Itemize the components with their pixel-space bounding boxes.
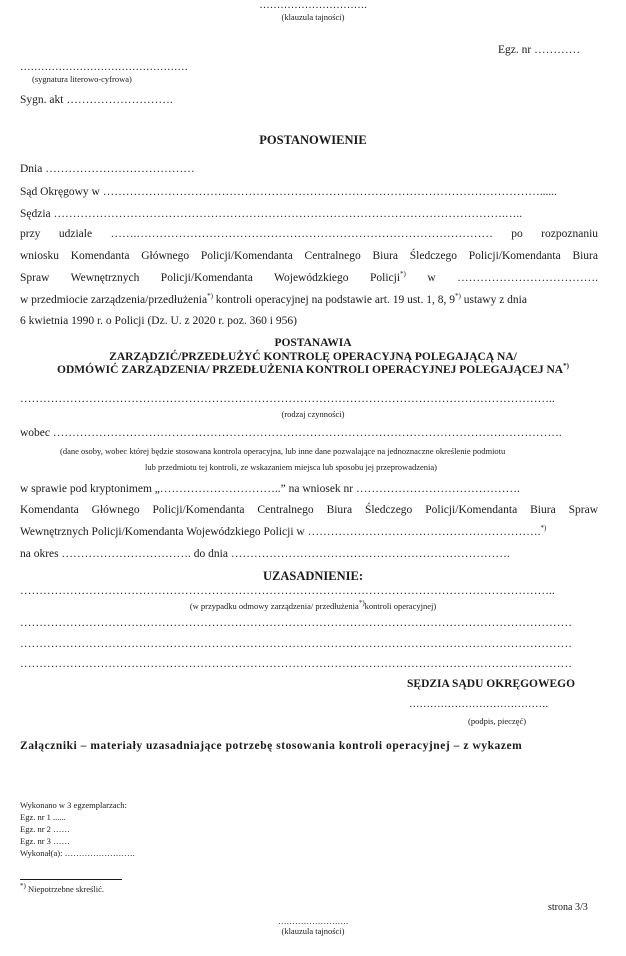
attachments-line: Załączniki – materiały uzasadniające potrzebę stosowania kontroli operacyjnej – z wykazem (20, 740, 523, 752)
copy-2: Egz. nr 2 …… (20, 824, 71, 834)
copy-1: Egz. nr 1 ...... (20, 812, 66, 822)
field-date: Dnia ………………………………… (20, 163, 195, 175)
signature-dots: ………………………………………… (20, 62, 188, 73)
ruling-title: POSTANAWIA (274, 337, 352, 349)
codename-line: w sprawie pod kryptonimem „…………………………..” na wniosek nr ……………………………………. (20, 483, 520, 495)
activity-dots: ………………………………………………………………………………………………………………………….. (20, 393, 555, 405)
prepared-by: Wykonał(a): ……………………. (20, 848, 135, 858)
justification-dots-2: ……………………………………………………………………………………………………………………………… (20, 617, 572, 629)
field-act: 6 kwietnia 1990 r. o Policji (Dz. U. z 2020 r. poz. 360 i 956) (20, 315, 297, 327)
judge-title: SĘDZIA SĄDU OKRĘGOWEGO (407, 678, 576, 690)
justification-dots-3: ……………………………………………………………………………………………………………………………… (20, 638, 572, 650)
judge-signature-dots: …………………………………. (409, 699, 549, 710)
footnote: *) Niepotrzebne skreślić. (20, 882, 104, 894)
subject-person-line: wobec ……………………………………………………………………………………………………………………. (20, 427, 562, 439)
footnote-mark: *) (20, 882, 26, 891)
judge-signature-label: (podpis, pieczęć) (468, 716, 527, 726)
activity-label: (rodzaj czynności) (281, 409, 345, 419)
ruling-line-1: ZARZĄDZIĆ/PRZEDŁUŻYĆ KONTROLĘ OPERACYJNĄ POLEGAJĄCĄ NA/ (109, 351, 517, 363)
subject-person-note-1: (dane osoby, wobec której będzie stosowana kontrola operacyjna, lub inne dane pozwalające na jednoznaczne określenie podmiotu (60, 446, 506, 456)
footnote-mark: *) (540, 524, 547, 533)
footer-clause-dots: ……………………. (277, 916, 349, 926)
document-title: POSTANOWIENIE (259, 133, 367, 147)
case-number: Sygn. akt ………………………. (20, 94, 173, 106)
subject-person-note-2: lub przedmiotu tej kontroli, ze wskazaniem miejsca lub sposobu jej przeprowadzenia) (145, 462, 437, 472)
footnote-mark: *) (455, 292, 461, 301)
field-participation: przy udziale …….………………………………………………………………………………… po rozpoznaniu (20, 228, 599, 240)
commander-line: Komendanta Głównego Policji/Komendanta Centralnego Biura Śledczego Policji/Komendanta Biura Spraw (20, 504, 598, 516)
copy-3: Egz. nr 3 …… (20, 836, 71, 846)
period-line: na okres ……………………………. do dnia ………………………………………………………………. (20, 548, 510, 560)
ruling-line-2: ODMÓWIĆ ZARZĄDZENIA/ PRZEDŁUŻENIA KONTROLI OPERACYJNEJ POLEGAJĄCEJ NA*) (57, 362, 569, 376)
header-clause-dots: …………………………. (259, 0, 367, 11)
footnote-mark: *) (563, 362, 569, 371)
footnote-rule (20, 879, 122, 880)
field-court: Sąd Okręgowy w ……………………………………………………………………………………………………...... (20, 186, 557, 198)
field-judge: Sędzia ……………………………………………………………………………………………………….….. (20, 208, 523, 220)
field-internal-affairs-line: Spraw Wewnętrznych Policji/Komendanta Wojewódzkiego Policji*) w ………………………………. (20, 270, 599, 284)
field-request-line: wniosku Komendanta Głównego Policji/Komendanta Centralnego Biura Śledczego Policji/Komendanta Biura (20, 250, 598, 262)
field-subject: w przedmiocie zarządzenia/przedłużenia*) kontroli operacyjnej na podstawie art. 19 ust. 1, 8, 9*) ustawy z dnia (20, 292, 527, 306)
copies-heading: Wykonano w 3 egzemplarzach: (20, 800, 127, 810)
justification-label: (w przypadku odmowy zarządzenia/ przedłużenia*)kontroli operacyjnej) (189, 599, 437, 611)
commander-line-2: Wewnętrznych Policji/Komendanta Wojewódzkiego Policji w …………………………………………………….*) (20, 524, 547, 538)
footnote-mark: *) (207, 292, 213, 301)
copy-number: Egz. nr ………… (498, 44, 581, 56)
justification-title: UZASADNIENIE: (262, 569, 364, 583)
footnote-mark: *) (400, 270, 406, 279)
justification-dots-1: ………………………………………………………………………………………………………………………….. (20, 585, 555, 597)
signature-label: (sygnatura literowo-cyfrowa) (32, 74, 132, 84)
header-clause-label: (klauzula tajności) (281, 12, 345, 22)
justification-dots-4: ……………………………………………………………………………………………………………………………… (20, 658, 572, 670)
footer-clause-label: (klauzula tajności) (281, 926, 345, 936)
footnote-mark: *) (358, 599, 365, 608)
page-number: strona 3/3 (548, 902, 588, 913)
